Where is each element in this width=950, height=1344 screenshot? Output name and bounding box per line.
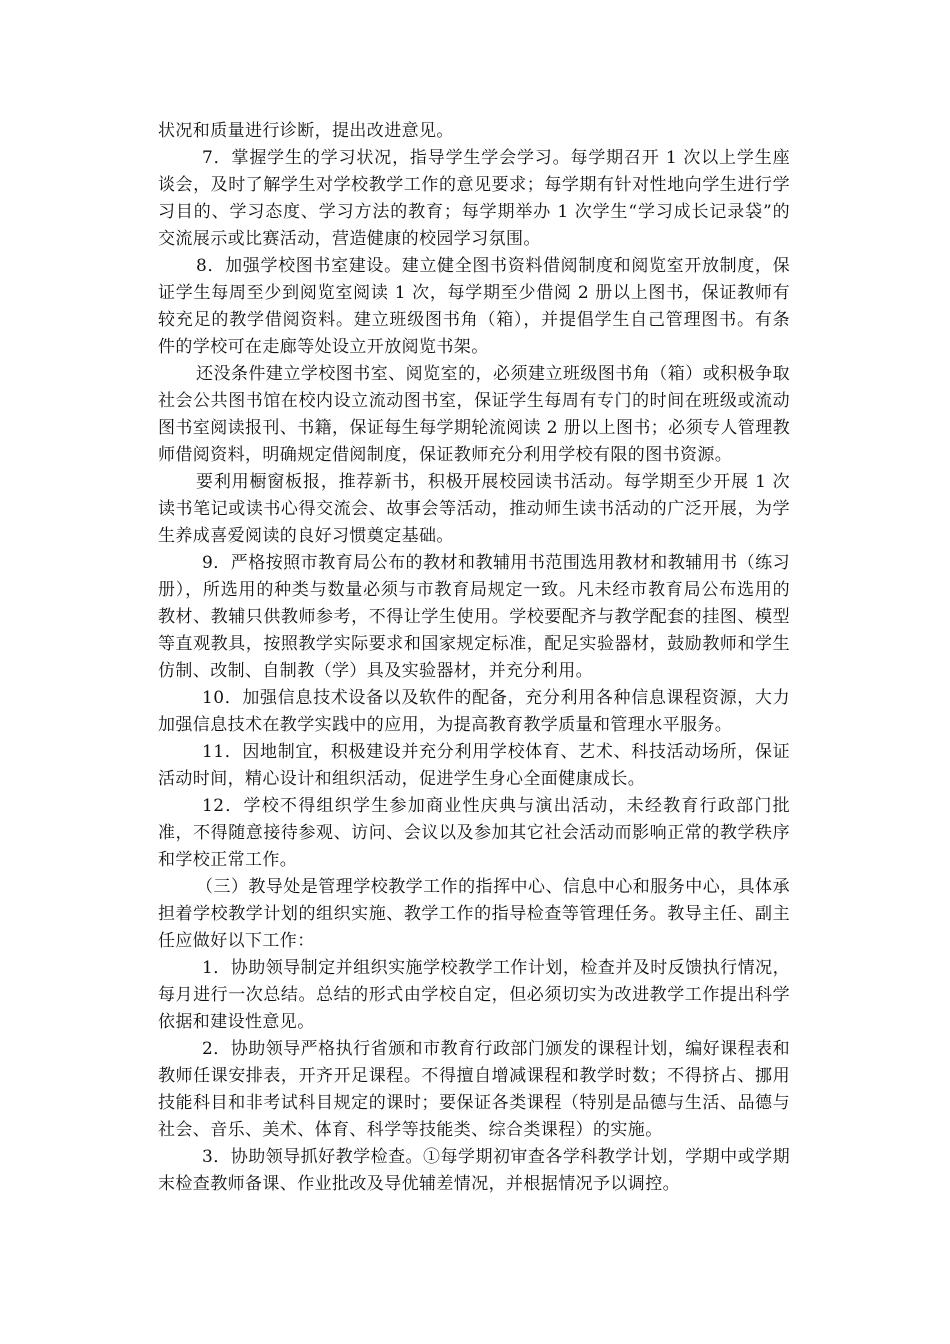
paragraph-continuation: 状况和质量进行诊断，提出改进意见。 xyxy=(158,121,454,141)
paragraph-item-10: 10．加强信息技术设备以及软件的配备，充分利用各种信息课程资源，大力加强信息技术在教学实践中的应用，为提高教育教学质量和管理水平服务。 xyxy=(158,688,790,735)
document-body xyxy=(158,118,790,1198)
paragraph-section-3-item-2: 2．协助领导严格执行省颁和市教育行政部门颁发的课程计划，编好课程表和教师任课安排表，开齐开足课程。不得擅自增减课程和教学时数；不得挤占、挪用技能科目和非考试科目规定的课时；要保证各类课程（特别是品德与生活、品德与社会、音乐、美术、体育、科学等技能类、综合类课程）的实施。 xyxy=(158,1039,790,1140)
paragraph-library-alternative: 还没条件建立学校图书室、阅览室的，必须建立班级图书角（箱）或积极争取社会公共图书馆在校内设立流动图书室，保证学生每周有专门的时间在班级或流动图书室阅读报刊、书籍，保证每生每学期轮流阅读 2 册以上图书；必须专人管理教师借阅资料，明确规定借阅制度，保证教师充分利用学校有限的图书资源。 xyxy=(158,364,790,465)
paragraph-item-8: 8．加强学校图书室建设。建立健全图书资料借阅制度和阅览室开放制度，保证学生每周至少到阅览室阅读 1 次，每学期至少借阅 2 册以上图书，保证教师有较充足的教学借阅资料。建立班级图书角（箱），并提倡学生自己管理图书。有条件的学校可在走廊等处设立开放阅览书架。 xyxy=(158,256,790,357)
paragraph-item-11: 11．因地制宜，积极建设并充分利用学校体育、艺术、科技活动场所，保证活动时间，精心设计和组织活动，促进学生身心全面健康成长。 xyxy=(158,742,790,789)
paragraph-section-3-item-1: 1．协助领导制定并组织实施学校教学工作计划，检查并及时反馈执行情况，每月进行一次总结。总结的形式由学校自定，但必须切实为改进教学工作提出科学依据和建设性意见。 xyxy=(158,958,790,1032)
paragraph-reading-activities: 要利用橱窗板报，推荐新书，积极开展校园读书活动。每学期至少开展 1 次读书笔记或读书心得交流会、故事会等活动，推动师生读书活动的广泛开展，为学生养成喜爱阅读的良好习惯奠定基础。 xyxy=(158,472,790,546)
paragraph-item-9: 9．严格按照市教育局公布的教材和教辅用书范围选用教材和教辅用书（练习册），所选用的种类与数量必须与市教育局规定一致。凡未经市教育局公布选用的教材、教辅只供教师参考，不得让学生使用。学校要配齐与教学配套的挂图、模型等直观教具，按照教学实际要求和国家规定标准，配足实验器材，鼓励教师和学生仿制、改制、自制教（学）具及实验器材，并充分利用。 xyxy=(158,553,790,681)
paragraph-section-3-heading: （三）教导处是管理学校教学工作的指挥中心、信息中心和服务中心，具体承担着学校教学计划的组织实施、教学工作的指导检查等管理任务。教导主任、副主任应做好以下工作： xyxy=(158,877,790,951)
paragraph-item-12: 12．学校不得组织学生参加商业性庆典与演出活动，未经教育行政部门批准，不得随意接待参观、访问、会议以及参加其它社会活动而影响正常的教学秩序和学校正常工作。 xyxy=(158,796,790,870)
paragraph-section-3-item-3: 3．协助领导抓好教学检查。①每学期初审查各学科教学计划，学期中或学期末检查教师备课、作业批改及导优辅差情况，并根据情况予以调控。 xyxy=(158,1147,790,1194)
paragraph-item-7: 7．掌握学生的学习状况，指导学生学会学习。每学期召开 1 次以上学生座谈会，及时了解学生对学校教学工作的意见要求；每学期有针对性地向学生进行学习目的、学习态度、学习方法的教育；每学期举办 1 次学生“学习成长记录袋”的交流展示或比赛活动，营造健康的校园学习氛围。 xyxy=(158,148,790,249)
